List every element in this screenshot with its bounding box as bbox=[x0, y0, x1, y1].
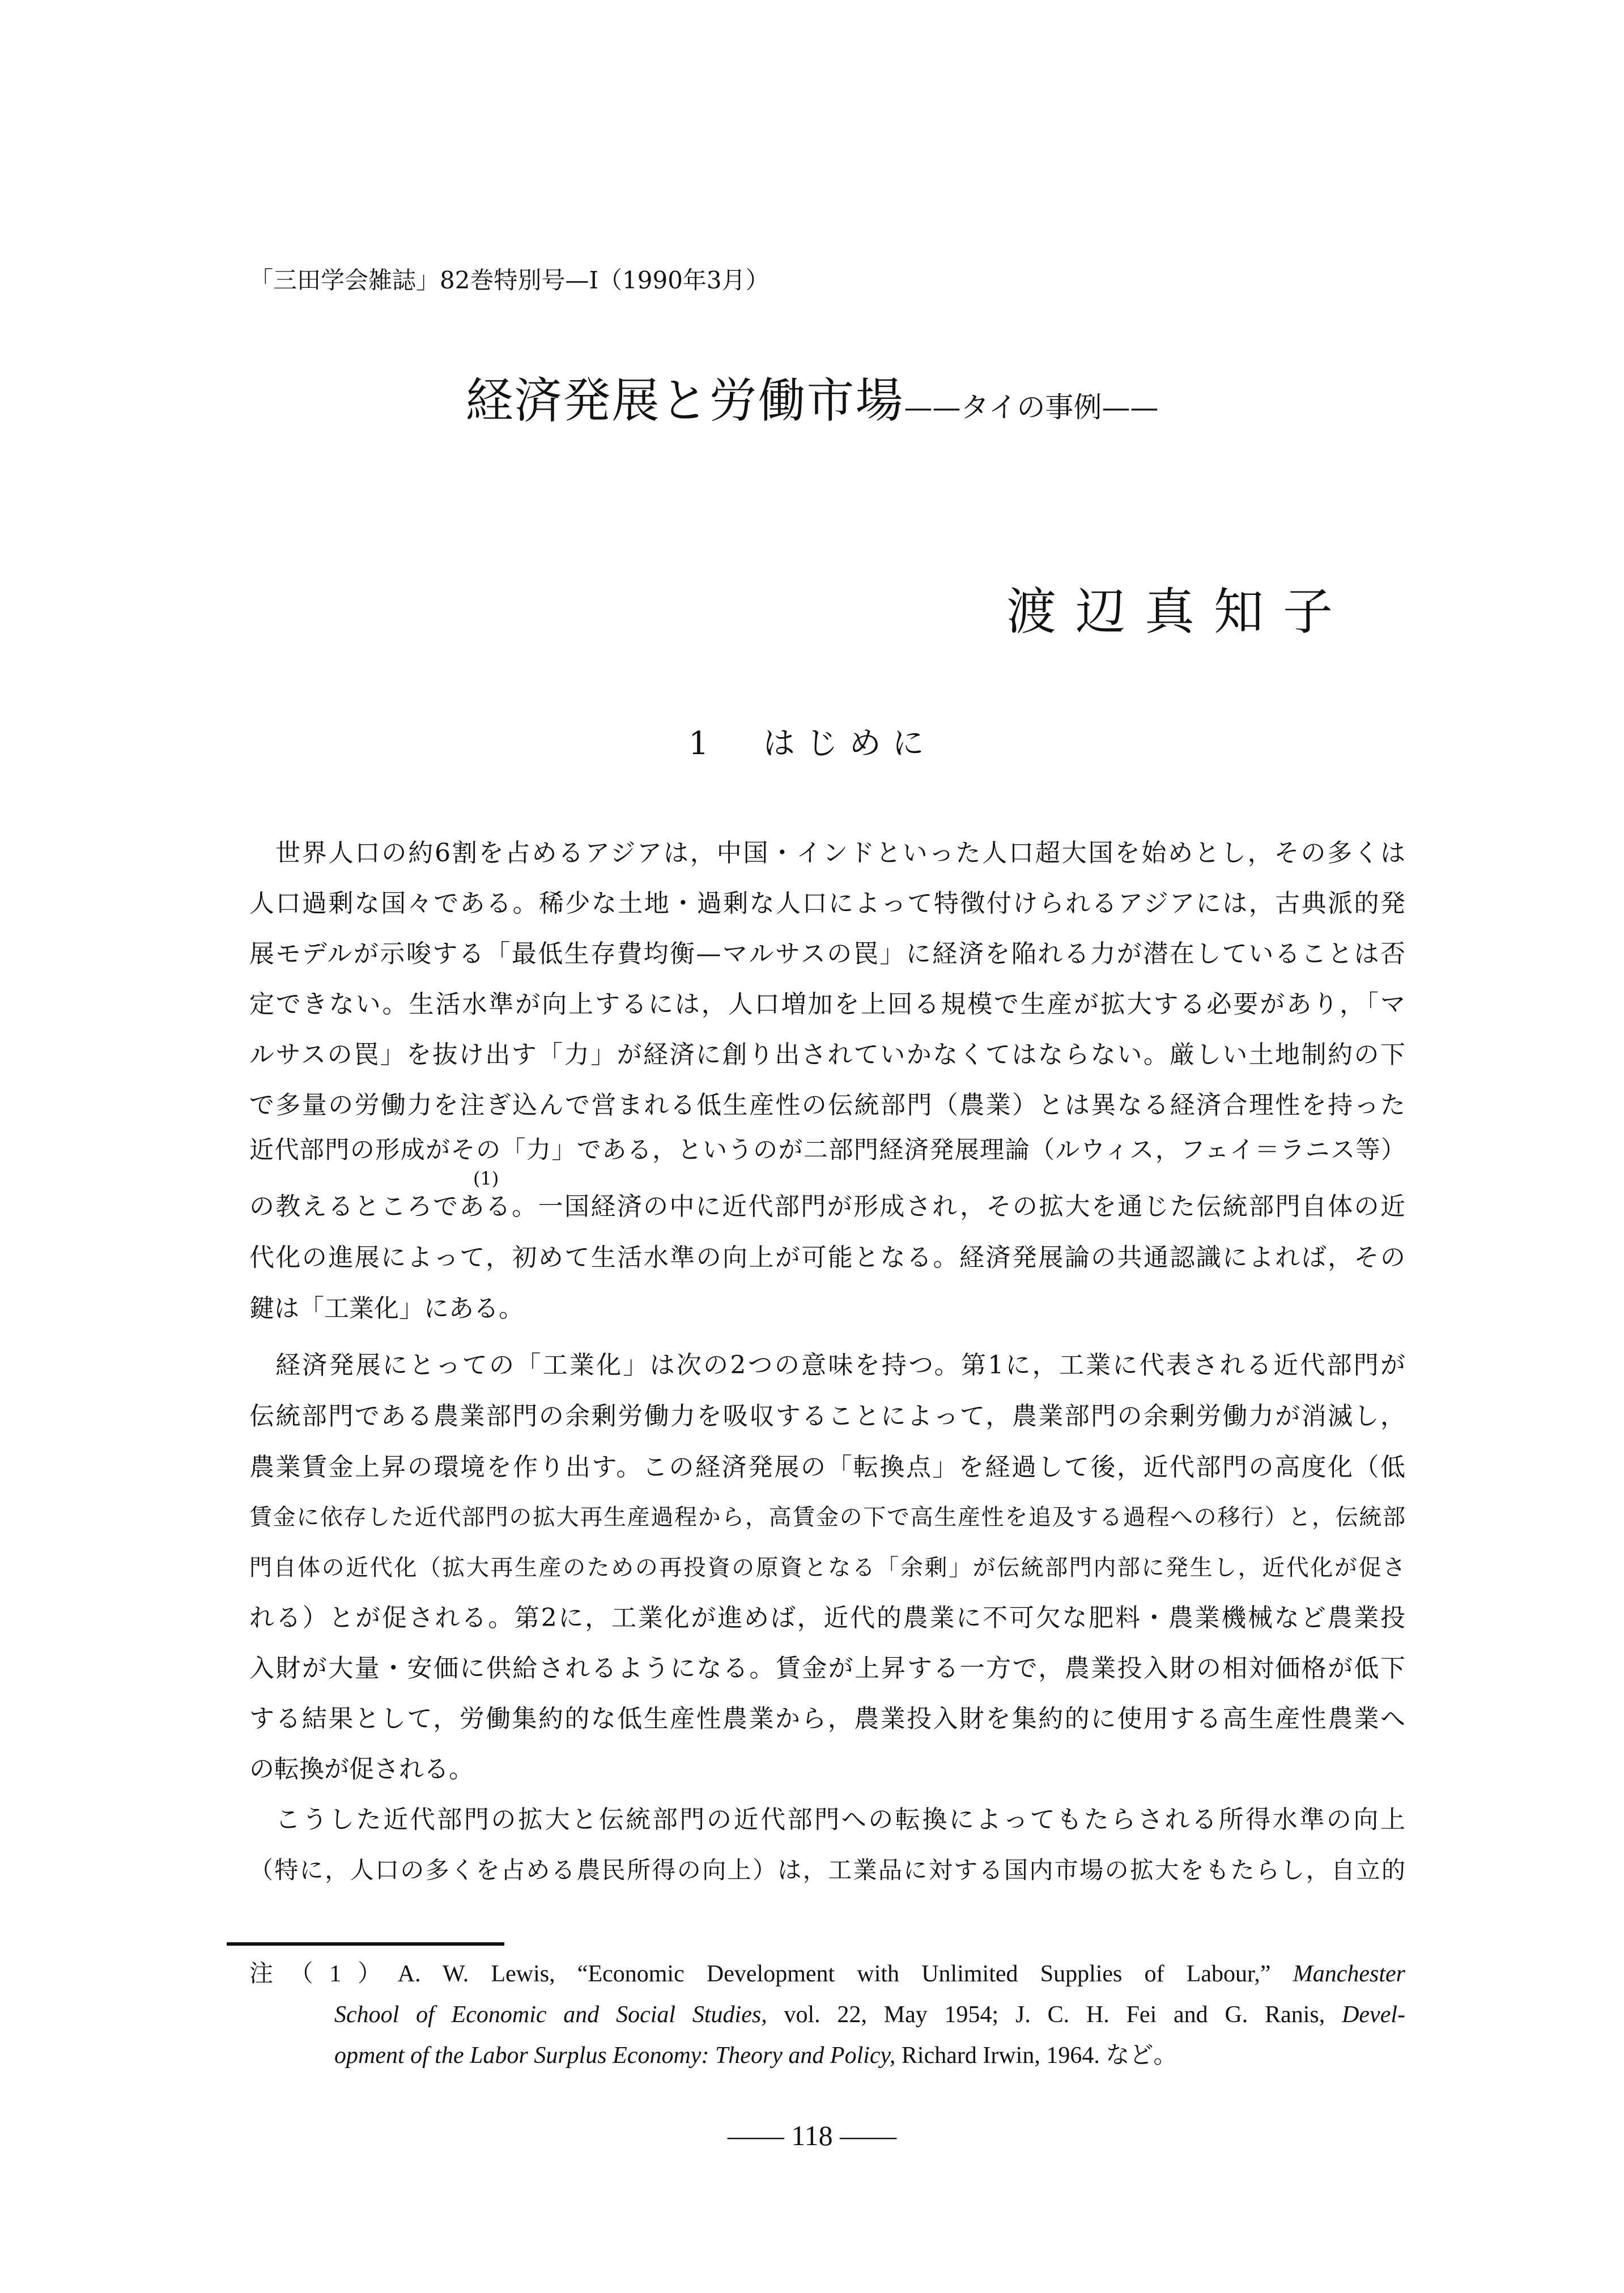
body-line: 人口過剰な国々である。稀少な土地・過剰な人口によって特徴付けられるアジアには，古典派的発 bbox=[249, 889, 1405, 918]
author-name: 渡辺真知子 bbox=[1006, 582, 1352, 641]
body-line: （特に，人口の多くを占める農民所得の向上）は，工業品に対する国内市場の拡大をもたらし，自立的 bbox=[249, 1856, 1405, 1884]
body-line: 入財が大量・安価に供給されるようになる。賃金が上昇する一方で，農業投入財の相対価格が低下 bbox=[249, 1654, 1405, 1683]
body-line: こうした近代部門の拡大と伝統部門の近代部門への転換によってもたらされる所得水準の向上 bbox=[275, 1805, 1405, 1834]
footnote-line bbox=[249, 1958, 1405, 1990]
title-subtitle: ——タイの事例—— bbox=[904, 391, 1159, 424]
body-line: ルサスの罠」を抜け出す「力」が経済に創り出されていかなくてはならない。厳しい土地制約の下 bbox=[249, 1040, 1405, 1069]
body-line: 門自体の近代化（拡大再生産のための再投資の原資となる「余剰」が伝統部門内部に発生し，近代化が促さ bbox=[249, 1555, 1405, 1581]
body-line: 農業賃金上昇の環境を作り出す。この経済発展の「転換点」を経過して後，近代部門の高度化（低 bbox=[249, 1453, 1405, 1482]
footnote-text: Devel- bbox=[1342, 2002, 1405, 2028]
footnote-reference[interactable]: (1) bbox=[473, 1168, 499, 1189]
body-line: 展モデルが示唆する「最低生存費均衡—マルサスの罠」に経済を陥れる力が潜在していることは否 bbox=[249, 939, 1405, 968]
page-number: —— 118 —— bbox=[727, 2120, 897, 2151]
body-line: の教えるところである。一国経済の中に近代部門が形成され，その拡大を通じた伝統部門自体の近 bbox=[249, 1192, 1405, 1221]
footnote-text: Richard Irwin, 1964. など。 bbox=[895, 2043, 1177, 2069]
title-main: 経済発展と労働市場 bbox=[465, 373, 904, 428]
footnote-text: Manchester bbox=[1293, 1961, 1405, 1987]
body-line: 伝統部門である農業部門の余剰労働力を吸収することによって，農業部門の余剰労働力が消滅し， bbox=[249, 1402, 1405, 1431]
footnote-text: vol. 22, May 1954; J. C. H. Fei and G. Ranis, bbox=[767, 2002, 1342, 2028]
body-line: で多量の労働力を注ぎ込んで営まれる低生産性の伝統部門（農業）とは異なる経済合理性を持った bbox=[249, 1091, 1405, 1120]
body-line: れる）とが促される。第2に，工業化が進めば，近代的農業に不可欠な肥料・農業機械など農業投 bbox=[249, 1603, 1405, 1632]
footnote-divider bbox=[227, 1942, 504, 1946]
body-line: 経済発展にとっての「工業化」は次の2つの意味を持つ。第1に，工業に代表される近代部門が bbox=[275, 1351, 1405, 1380]
body-line: の転換が促される。 bbox=[249, 1755, 474, 1784]
article-title bbox=[0, 363, 1624, 431]
footnote-line bbox=[334, 2040, 1177, 2071]
body-line: 賃金に依存した近代部門の拡大再生産過程から，高賃金の下で高生産性を追及する過程への移行）と，伝統部 bbox=[249, 1504, 1405, 1530]
body-line: 鍵は「工業化」にある。 bbox=[249, 1294, 524, 1323]
footnote-text: opment of the Labor Surplus Economy: Theory and Policy, bbox=[334, 2043, 896, 2069]
body-line: 世界人口の約6割を占めるアジアは，中国・インドといった人口超大国を始めとし，その多くは bbox=[275, 839, 1405, 867]
section-heading: 1 はじめに bbox=[688, 725, 936, 762]
body-line: 近代部門の形成がその「力」である，というのが二部門経済発展理論（ルウィス，フェイ＝ラニス等） bbox=[249, 1136, 1405, 1164]
body-line: する結果として，労働集約的な低生産性農業から，農業投入財を集約的に使用する高生産性農業へ bbox=[249, 1704, 1405, 1733]
body-line: 定できない。生活水準が向上するには，人口増加を上回る規模で生産が拡大する必要があり，「マ bbox=[249, 990, 1405, 1019]
journal-header: 「三田学会雑誌」82巻特別号—I（1990年3月） bbox=[249, 266, 770, 294]
footnote-text: A. W. Lewis, “Economic Development with Unlimited Supplies of Labour,” bbox=[397, 1961, 1293, 1987]
footnote-label: 注（1） bbox=[249, 1961, 398, 1987]
footnote-text: School of Economic and Social Studies, bbox=[334, 2002, 767, 2028]
footnote-line bbox=[334, 1999, 1405, 2031]
body-line: 代化の進展によって，初めて生活水準の向上が可能となる。経済発展論の共通認識によれば，その bbox=[249, 1243, 1405, 1272]
